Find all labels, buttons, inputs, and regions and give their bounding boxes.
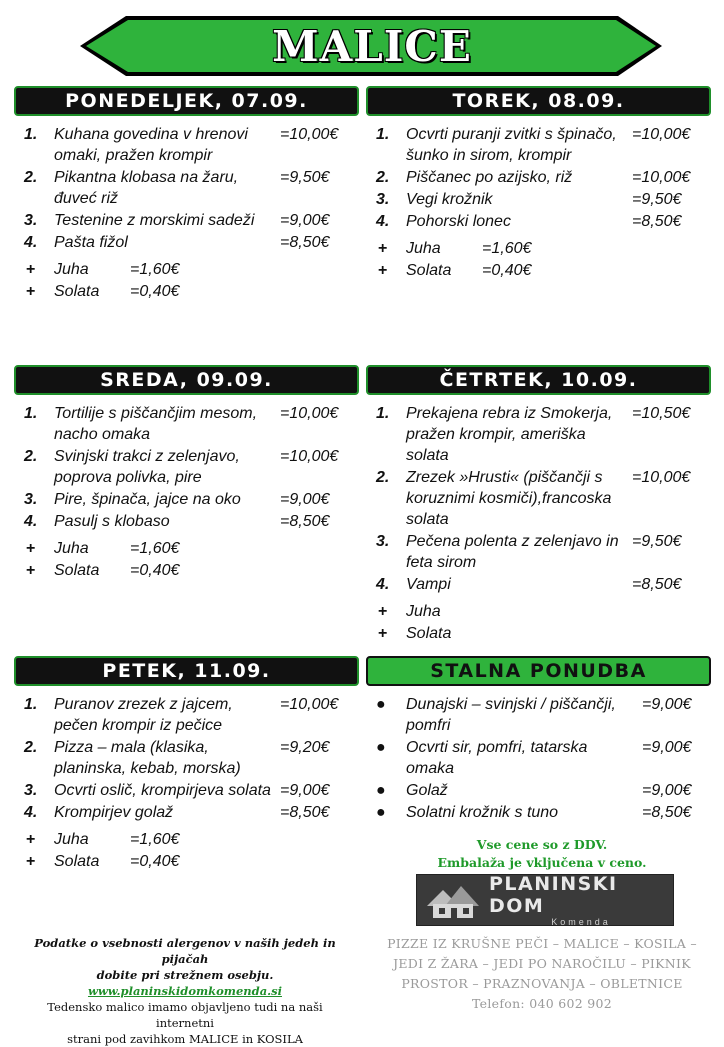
menu-item	[376, 467, 711, 530]
menu-item	[24, 489, 359, 510]
packaging-line: Embalaža je vključena v ceno.	[437, 855, 647, 870]
allergen-note	[20, 935, 350, 1047]
item-name: Ocvrti oslič, krompirjeva solata	[54, 782, 271, 799]
menu-items	[14, 124, 359, 253]
item-price: =10,00€	[280, 126, 339, 143]
item-name: Pečena polenta z zelenjavo in feta sirom	[406, 533, 619, 571]
item-number: 4.	[24, 513, 38, 530]
services-list	[372, 934, 712, 1014]
plus-icon: +	[26, 283, 36, 300]
item-name: Ocvrti sir, pomfri, tatarska omaka	[406, 739, 588, 777]
item-number: 1.	[24, 405, 38, 422]
item-price: =9,50€	[632, 191, 682, 208]
plus-icon: +	[378, 262, 388, 279]
item-number: 2.	[376, 469, 390, 486]
item-name: Pasulj s klobaso	[54, 513, 170, 530]
extra-name: Juha	[406, 603, 441, 620]
page-title: MALICE	[272, 21, 472, 71]
item-number: 3.	[376, 533, 390, 550]
item-name: Pire, špinača, jajce na oko	[54, 491, 241, 508]
item-number: 3.	[24, 212, 38, 229]
menu-item	[376, 531, 711, 573]
item-number: 1.	[376, 126, 390, 143]
item-price: =9,00€	[280, 491, 330, 508]
extra-item	[26, 560, 359, 582]
plus-icon: +	[378, 625, 388, 642]
menu-item	[376, 124, 711, 166]
item-price: =8,50€	[280, 513, 330, 530]
weekly-note-line-2: strani pod zavihkom MALICE in KOSILA	[67, 1032, 303, 1046]
menu-extras	[14, 259, 359, 303]
item-price: =8,50€	[642, 804, 692, 821]
menu-extras	[366, 238, 711, 282]
menu-items	[366, 124, 711, 232]
menu-item	[376, 737, 711, 779]
allergen-line-1: Podatke o vsebnosti alergenov v naših jedeh in pijačah	[34, 936, 336, 966]
item-price: =9,50€	[280, 169, 330, 186]
mountain-house-icon	[425, 880, 481, 920]
menu-item	[24, 780, 359, 801]
day-section-wednesday	[14, 365, 359, 582]
item-number: 3.	[376, 191, 390, 208]
item-name: Solatni krožnik s tuno	[406, 804, 559, 821]
item-number: 4.	[24, 804, 38, 821]
day-header-label: ČETRTEK, 10.09.	[439, 369, 638, 391]
item-price: =8,50€	[280, 234, 330, 251]
extra-price: =1,60€	[482, 240, 532, 257]
item-price: =10,00€	[632, 469, 691, 486]
extra-item	[26, 829, 359, 851]
menu-item	[24, 511, 359, 532]
extra-price: =1,60€	[130, 261, 180, 278]
plus-icon: +	[26, 562, 36, 579]
extra-price: =1,60€	[130, 831, 180, 848]
day-header	[366, 86, 711, 116]
services-text: PIZZE IZ KRUŠNE PEČI – MALICE – KOSILA – JEDI Z ŽARA – JEDI PO NAROČILU – PIKNIK PROSTOR – PRAZNOVANJA – OBLETNICE	[387, 936, 697, 991]
permanent-offer-items	[366, 694, 711, 823]
bullet-icon: ●	[376, 696, 386, 713]
item-price: =10,00€	[280, 448, 339, 465]
day-header-label: PETEK, 11.09.	[102, 660, 271, 682]
item-name: Golaž	[406, 782, 448, 799]
menu-item	[24, 446, 359, 488]
logo-subtitle: Komenda	[551, 917, 611, 927]
extra-name: Juha	[54, 261, 89, 278]
allergen-line-2: dobite pri strežnem osebju.	[96, 968, 274, 982]
plus-icon: +	[26, 853, 36, 870]
day-section-tuesday	[366, 86, 711, 282]
bullet-icon: ●	[376, 804, 386, 821]
item-name: Piščanec po azijsko, riž	[406, 169, 573, 186]
item-price: =10,00€	[632, 169, 691, 186]
item-price: =9,20€	[280, 739, 330, 756]
item-name: Zrezek »Hrusti« (piščančji s koruznimi kosmiči),francoska solata	[406, 469, 612, 528]
menu-item	[24, 694, 359, 736]
item-number: 1.	[24, 126, 38, 143]
menu-items	[14, 694, 359, 823]
day-section-friday	[14, 656, 359, 873]
extra-price: =0,40€	[130, 283, 180, 300]
plus-icon: +	[26, 831, 36, 848]
item-price: =9,50€	[632, 533, 682, 550]
item-price: =9,00€	[642, 782, 692, 799]
menu-items	[14, 403, 359, 532]
phone-number: Telefon: 040 602 902	[471, 996, 613, 1011]
extra-name: Juha	[406, 240, 441, 257]
item-price: =9,00€	[642, 696, 692, 713]
item-price: =8,50€	[280, 804, 330, 821]
vat-notice	[372, 836, 712, 872]
weekly-note-line-1: Tedensko malico imamo objavljeno tudi na naši internetni	[47, 1000, 323, 1030]
menu-item	[24, 737, 359, 779]
extra-item	[378, 238, 711, 260]
website-link[interactable]: www.planinskidomkomenda.si	[87, 984, 282, 998]
extra-name: Solata	[406, 262, 452, 279]
extra-name: Solata	[54, 562, 100, 579]
day-header	[14, 86, 359, 116]
item-name: Puranov zrezek z jajcem, pečen krompir iz pečice	[54, 696, 233, 734]
item-number: 3.	[24, 491, 38, 508]
item-name: Vampi	[406, 576, 451, 593]
plus-icon: +	[26, 261, 36, 278]
menu-item	[24, 802, 359, 823]
item-price: =8,50€	[632, 576, 682, 593]
day-header-label: SREDA, 09.09.	[100, 369, 273, 391]
item-price: =10,00€	[280, 696, 339, 713]
menu-item	[376, 802, 711, 823]
menu-item	[24, 210, 359, 231]
menu-item	[24, 124, 359, 166]
menu-item	[24, 403, 359, 445]
permanent-offer-label: STALNA PONUDBA	[430, 660, 647, 682]
extra-price: =0,40€	[130, 853, 180, 870]
extra-item	[378, 260, 711, 282]
item-number: 2.	[24, 169, 38, 186]
item-price: =9,00€	[642, 739, 692, 756]
item-number: 2.	[24, 739, 38, 756]
menu-item	[376, 211, 711, 232]
item-price: =9,00€	[280, 212, 330, 229]
day-header	[366, 365, 711, 395]
item-name: Pikantna klobasa na žaru, đuveć riž	[54, 169, 239, 207]
item-number: 4.	[376, 576, 390, 593]
menu-item	[24, 167, 359, 209]
day-section-thursday	[366, 365, 711, 645]
extra-price: =0,40€	[130, 562, 180, 579]
vat-line: Vse cene so z DDV.	[476, 837, 608, 852]
day-header-label: PONEDELJEK, 07.09.	[65, 90, 308, 112]
menu-item	[376, 403, 711, 466]
item-number: 1.	[376, 405, 390, 422]
item-number: 3.	[24, 782, 38, 799]
menu-item	[24, 232, 359, 253]
item-name: Testenine z morskimi sadeži	[54, 212, 255, 229]
menu-item	[376, 574, 711, 595]
item-name: Tortilije s piščančjim mesom, nacho omaka	[54, 405, 258, 443]
item-name: Dunajski – svinjski / piščančji, pomfri	[406, 696, 616, 734]
item-name: Pohorski lonec	[406, 213, 511, 230]
bullet-icon: ●	[376, 739, 386, 756]
item-number: 2.	[24, 448, 38, 465]
item-name: Kuhana govedina v hrenovi omaki, pražen krompir	[54, 126, 248, 164]
title-banner	[80, 14, 664, 78]
plus-icon: +	[26, 540, 36, 557]
day-header	[14, 365, 359, 395]
extra-name: Solata	[54, 283, 100, 300]
permanent-offer-header	[366, 656, 711, 686]
menu-extras	[366, 601, 711, 645]
item-name: Pizza – mala (klasika, planinska, kebab, morska)	[54, 739, 241, 777]
day-header-label: TOREK, 08.09.	[452, 90, 625, 112]
extra-price: =1,60€	[130, 540, 180, 557]
menu-item	[376, 167, 711, 188]
item-name: Pašta fižol	[54, 234, 128, 251]
item-number: 4.	[24, 234, 38, 251]
item-name: Prekajena rebra iz Smokerja, pražen krompir, ameriška solata	[406, 405, 613, 464]
item-name: Vegi krožnik	[406, 191, 493, 208]
extra-item	[378, 623, 711, 645]
bullet-icon: ●	[376, 782, 386, 799]
menu-extras	[14, 829, 359, 873]
planinski-dom-logo	[416, 874, 674, 926]
extra-name: Juha	[54, 540, 89, 557]
extra-price: =0,40€	[482, 262, 532, 279]
extra-name: Solata	[406, 625, 452, 642]
extra-item	[378, 601, 711, 623]
item-name: Svinjski trakci z zelenjavo, poprova polivka, pire	[54, 448, 240, 486]
menu-extras	[14, 538, 359, 582]
item-number: 2.	[376, 169, 390, 186]
item-price: =9,00€	[280, 782, 330, 799]
permanent-offer-section	[366, 656, 711, 824]
extra-item	[26, 281, 359, 303]
item-price: =10,00€	[280, 405, 339, 422]
plus-icon: +	[378, 240, 388, 257]
menu-item	[376, 780, 711, 801]
item-price: =8,50€	[632, 213, 682, 230]
extra-item	[26, 538, 359, 560]
logo-name: PLANINSKI DOM	[489, 873, 618, 917]
item-name: Krompirjev golaž	[54, 804, 174, 821]
item-name: Ocvrti puranji zvitki s špinačo, šunko in sirom, krompir	[406, 126, 617, 164]
item-price: =10,50€	[632, 405, 691, 422]
day-section-monday	[14, 86, 359, 303]
extra-item	[26, 851, 359, 873]
extra-item	[26, 259, 359, 281]
extra-name: Juha	[54, 831, 89, 848]
menu-items	[366, 403, 711, 595]
item-number: 1.	[24, 696, 38, 713]
menu-item	[376, 189, 711, 210]
extra-name: Solata	[54, 853, 100, 870]
menu-item	[376, 694, 711, 736]
day-header	[14, 656, 359, 686]
plus-icon: +	[378, 603, 388, 620]
item-price: =10,00€	[632, 126, 691, 143]
item-number: 4.	[376, 213, 390, 230]
